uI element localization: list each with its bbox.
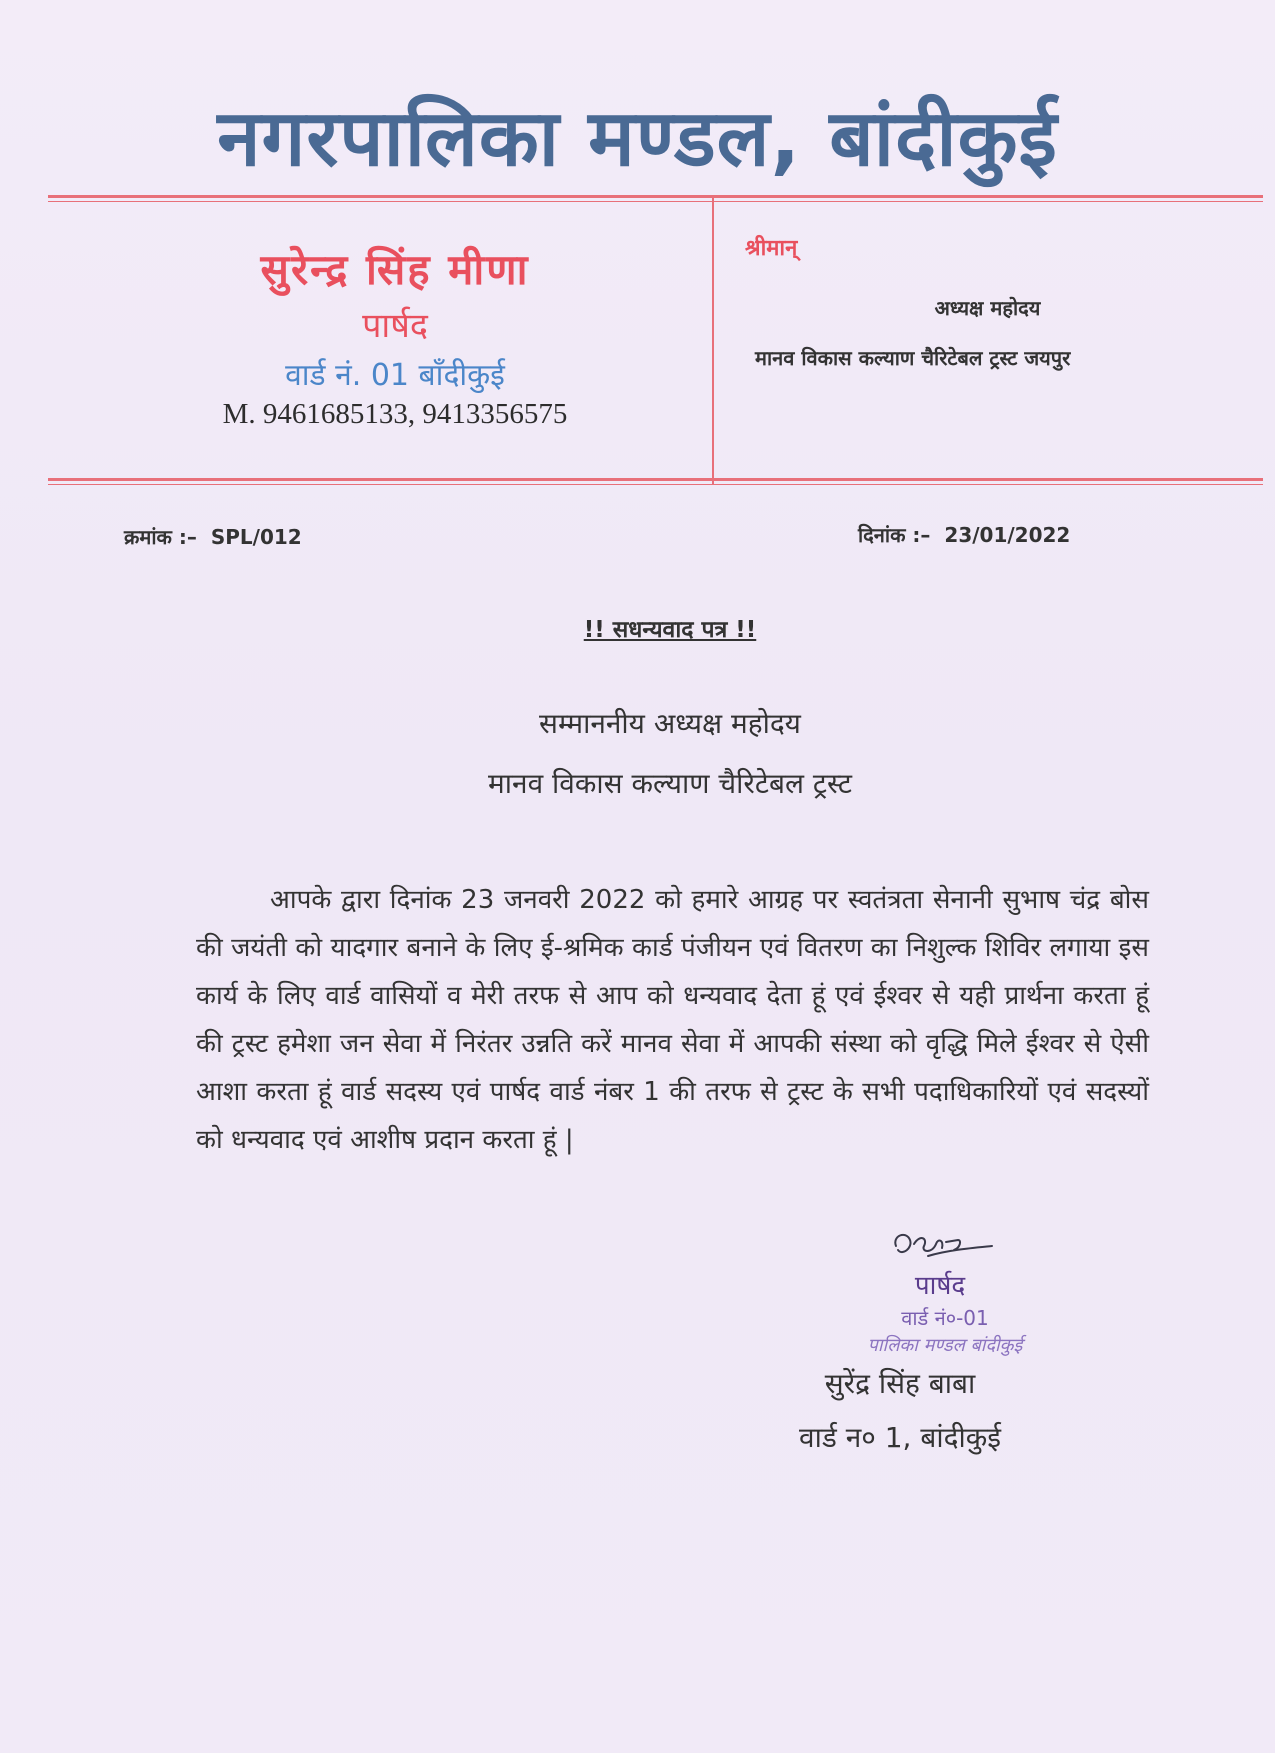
sender-role: पार्षद <box>362 306 428 346</box>
letter-title: !! सधन्यवाद पत्र !! <box>583 617 757 643</box>
sender-name: सुरेन्द्र सिंह मीणा <box>260 245 530 294</box>
sender-ward: वार्ड नं. 01 बाँदीकुई <box>285 358 505 393</box>
stamp-ward: वार्ड नं०-01 <box>901 1306 989 1330</box>
header-bottom-rule <box>48 478 1263 481</box>
organization-title: नगरपालिका मण्डल, बांदीकुई <box>217 94 1058 184</box>
sender-block <box>160 240 630 431</box>
date-value: 23/01/2022 <box>944 523 1071 547</box>
signer-block <box>700 1364 1100 1456</box>
reference-label: क्रमांक :– <box>124 525 197 549</box>
addressee-line-2: मानव विकास कल्याण चैरिटेबल ट्रस्ट <box>488 767 852 800</box>
recipient-organization: मानव विकास कल्याण चैरिटेबल ट्रस्ट जयपुर <box>755 346 1071 370</box>
addressee-line-1: सम्माननीय अध्यक्ष महोदय <box>539 707 801 740</box>
reference-number <box>124 523 302 550</box>
sender-mobile: M. 9461685133, 9413356575 <box>222 398 568 430</box>
stamp-title: पार्षद <box>914 1271 966 1301</box>
stamp-organization: पालिका मण्डल बांदीकुई <box>867 1335 1023 1356</box>
header-top-rule <box>48 195 1263 198</box>
letter-date <box>858 521 1070 548</box>
header-vertical-divider <box>712 196 714 484</box>
reference-value: SPL/012 <box>210 525 302 549</box>
official-stamp <box>830 1266 1060 1357</box>
signer-ward: वार्ड न० 1, बांदीकुई <box>799 1421 1001 1454</box>
date-label: दिनांक :– <box>858 523 931 547</box>
recipient-designation: अध्यक्ष महोदय <box>934 296 1041 320</box>
recipient-salutation: श्रीमान् <box>745 236 798 261</box>
signer-name: सुरेंद्र सिंह बाबा <box>824 1367 976 1400</box>
letter-body: आपके द्वारा दिनांक 23 जनवरी 2022 को हमारे आग्रह पर स्वतंत्रता सेनानी सुभाष चंद्र बोस की जयंती को यादगार बनाने के लिए ई-श्रमिक कार्ड पंजीयन एवं वितरण का निशुल्क शिविर लगाया इस कार्य के लिए वार्ड वासियों व मेरी तरफ से आप को धन्यवाद देता हूं एवं ईश्वर से यही प्रार्थना करता हूं की ट्रस्ट हमेशा जन सेवा में निरंतर उन्नति करें मानव सेवा में आपकी संस्था को वृद्धि मिले ईश्वर से ऐसी आशा करता हूं वार्ड सदस्य एवं पार्षद वार्ड नंबर 1 की तरफ से ट्रस्ट के सभी पदाधिकारियों एवं सदस्यों को धन्यवाद एवं आशीष प्रदान करता हूं | <box>196 885 1149 1155</box>
